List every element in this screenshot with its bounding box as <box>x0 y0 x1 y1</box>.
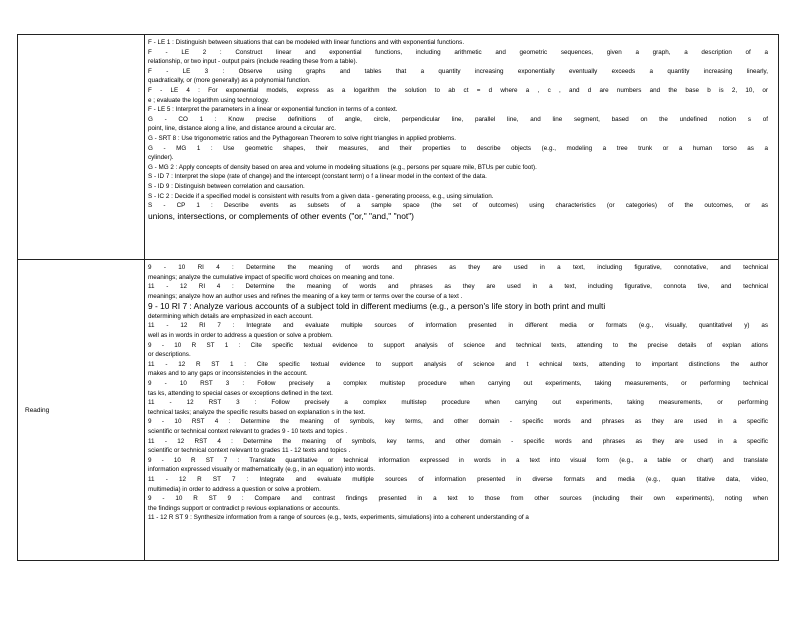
standard-text-line: S - ID 7 : Interpret the slope (rate of change) and the intercept (constant term) o f a linear model in the context of the data. <box>148 173 487 181</box>
standard-text-line: 11 - 12 R ST 9 : Synthesize information from a range of sources (e.g., texts, experiments, simulations) into a coherent understanding of a <box>148 514 529 522</box>
subject-label-cell <box>18 35 145 260</box>
standard-text-line: 9 - 10 RST 4 : Determine the meaning of symbols, key terms, and other domain - specific words and phrases as they are used in a specific <box>148 418 768 426</box>
standards-text-cell <box>145 260 779 561</box>
standard-text-line: G - MG 1 : Use geometric shapes, their measures, and their properties to describe objects (e.g., modeling a tree trunk or a human torso as a <box>148 144 768 152</box>
standard-text-line: 11 - 12 R ST 1 : Cite specific textual evidence to support analysis of science and t echnical texts, attending to important distinctions the author <box>148 360 768 368</box>
standard-text-line: information expressed visually or mathematically (e.g., in an equation) into words. <box>148 466 376 474</box>
table-row-reading <box>18 260 779 561</box>
standard-text-line: cylinder). <box>148 154 174 162</box>
standard-text-line: meanings; analyze how an author uses and refines the meaning of a key term or terms over the course of a text . <box>148 292 463 300</box>
standard-text-line: technical tasks; analyze the specific results based on explanation s in the text. <box>148 408 366 416</box>
standard-text-line: tas ks, attending to special cases or exceptions defined in the text. <box>148 389 333 397</box>
standard-text-line: 9 - 10 R ST 9 : Compare and contrast findings presented in a text to those from other sources (including their own experiments), noting when <box>148 495 768 503</box>
standard-text-line: G - SRT 8 : Use trigonometric ratios and the Pythagorean Theorem to solve right triangles in applied problems. <box>148 134 457 142</box>
standard-text-line: 11 - 12 R ST 7 : Integrate and evaluate multiple sources of information presented in diverse formats and media (e.g., quan titative data, video, <box>148 475 768 483</box>
table-row-math <box>18 35 779 260</box>
standard-text-line: F - LE 1 : Distinguish between situations that can be modeled with linear functions and with exponential functions. <box>148 39 465 46</box>
standard-text-line: scientific or technical context relevant to grades 9 - 10 texts and topics . <box>148 428 348 435</box>
subject-label <box>18 35 144 259</box>
standard-text-line: S - CP 1 : Describe events as subsets of a sample space (the set of outcomes) using characteristics (or categories) of the outcomes, or as <box>148 202 768 210</box>
standard-text-line: 11 - 12 RST 4 : Determine the meaning of symbols, key terms, and other domain - specific words and phrases as they are used in a specific <box>148 437 768 445</box>
standard-text-line: 9 - 10 R ST 7 : Translate quantitative or technical information expressed in words in a text into visual form (e.g., a table or chart) and translate <box>148 456 768 464</box>
standard-text-line: well as in words in order to address a question or solve a problem. <box>148 332 333 340</box>
standard-text-line: 9 - 10 RI 7 : Analyze various accounts of a subject told in different mediums (e.g., a person's life story in both print and multi <box>148 301 606 312</box>
standard-text-line: F - LE 5 : Interpret the parameters in a linear or exponential function in terms of a context. <box>148 106 398 114</box>
standard-text-line: G - CO 1 : Know precise definitions of angle, circle, perpendicular line, parallel line, and line segment, based on the undefined notion s of <box>148 115 768 123</box>
standard-text-line: 11 - 12 RST 3 : Follow precisely a complex multistep procedure when carrying out experiments, taking measurements, or performing <box>148 399 768 407</box>
standard-text-line: 9 - 10 R ST 1 : Cite specific textual evidence to support analysis of science and technical texts, attending to the precise details of explan ations <box>148 341 768 349</box>
standards-table <box>17 34 779 561</box>
standard-text-line: multimedia) in order to address a question or solve a problem. <box>148 485 321 493</box>
standard-text-line: the findings support or contradict p revious explanations or accounts. <box>148 504 340 512</box>
standard-emphasis-line: unions, intersections, or complements of other events ("or," "and," "not") <box>148 210 414 221</box>
standard-text-line: F - LE 2 : Construct linear and exponential functions, including arithmetic and geometric sequences, given a graph, a description of a <box>148 48 768 56</box>
standard-text-line: F - LE 4 : For exponential models, express as a logarithm the solution to ab ct = d where a , c , and d are numbers and the base b is 2, 10, or <box>148 86 768 94</box>
standards-text-cell <box>145 35 779 260</box>
standard-text-line: meanings; analyze the cumulative impact of specific word choices on meaning and tone. <box>148 273 395 281</box>
subject-label-reading: Reading <box>25 406 50 414</box>
standard-text-line: 9 - 10 RI 4 : Determine the meaning of words and phrases as they are used in a text, including figurative, connotative, and technical <box>148 264 768 271</box>
standard-text-line: F - LE 3 : Observe using graphs and tables that a quantity increasing exponentially eventually exceeds a quantity increasing linearly, <box>148 67 768 75</box>
standard-text-line: e ; evaluate the logarithm using technology. <box>148 96 269 104</box>
standard-text-line: 11 - 12 RI 7 : Integrate and evaluate multiple sources of information presented in different media or formats (e.g., visually, quantitativel y) as <box>148 322 768 330</box>
standard-text-line: 9 - 10 RST 3 : Follow precisely a complex multistep procedure when carrying out experiments, taking measurements, or performing technical <box>148 380 768 388</box>
standard-text-line: determining which details are emphasized in each account. <box>148 312 313 320</box>
standard-text-line: S - IC 2 : Decide if a specified model is consistent with results from a given data - generating process, e.g., using simulation. <box>148 192 494 200</box>
standard-text-line: G - MG 2 : Apply concepts of density based on area and volume in modeling situations (e.g., persons per square mile, BTUs per cubic foot). <box>148 163 537 171</box>
standard-text-line: quadratically, or (more generally) as a polynomial function. <box>148 77 311 85</box>
standard-text-line: relationship, or two input - output pairs (include reading these from a table). <box>148 58 358 66</box>
standard-text-line: or descriptions. <box>148 351 191 359</box>
standard-text-line: scientific or technical context relevant to grades 11 - 12 texts and topics . <box>148 447 351 455</box>
standard-text-line: point, line, distance along a line, and distance around a circular arc. <box>148 125 336 133</box>
math-standards-list <box>145 35 778 222</box>
reading-standards-list <box>145 260 778 524</box>
standard-text-line: S - ID 9 : Distinguish between correlation and causation. <box>148 182 305 190</box>
standard-text-line: makes and to any gaps or inconsistencies in the account. <box>148 370 308 378</box>
subject-label-cell <box>18 260 145 561</box>
standard-text-line: 11 - 12 RI 4 : Determine the meaning of words and phrases as they are used in a text, including figurative, connota tive, and technical <box>148 283 768 291</box>
